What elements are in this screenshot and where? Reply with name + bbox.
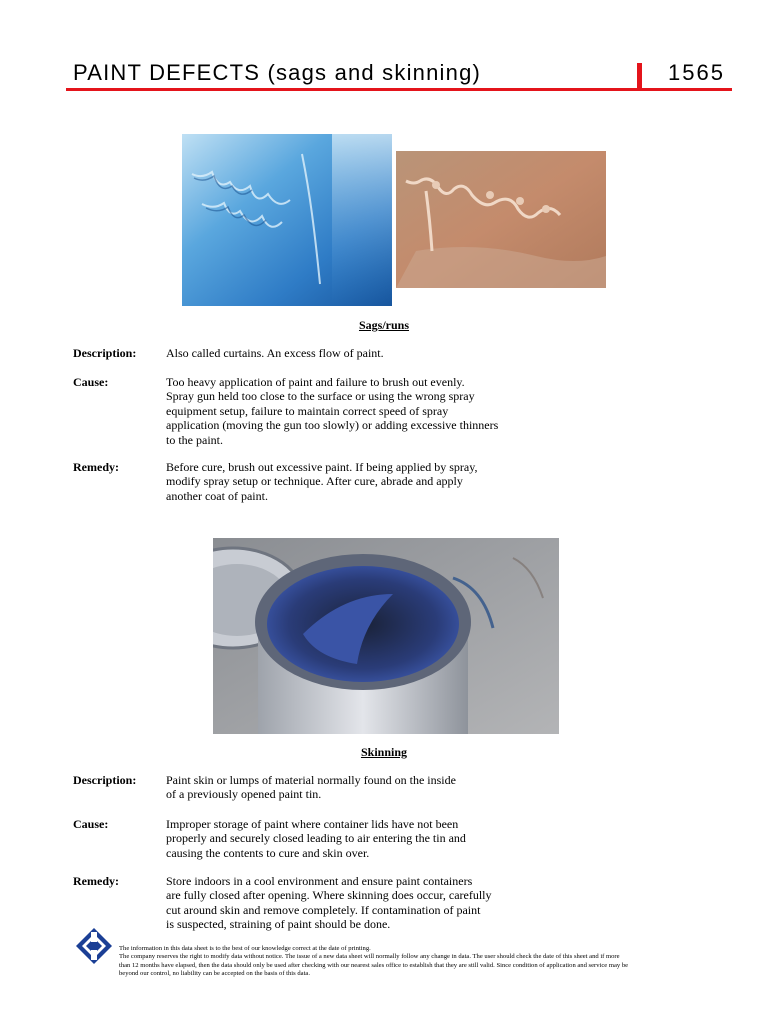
sags-cause-label: Cause: (73, 375, 109, 389)
disclaimer-line: The company reserves the right to modify data without notice. The issue of a new data sheet will normally follow any change in data. The user should check the date of this sheet and if more (119, 953, 620, 961)
skinning-cause-text (166, 817, 546, 860)
sheet-number: 1565 (668, 60, 725, 85)
sags-remedy-line: another coat of paint. (166, 488, 268, 503)
skinning-cause-line: Improper storage of paint where container lids have not been (166, 817, 459, 831)
header-divider-tick (637, 63, 642, 91)
sags-cause-line: application (moving the gun too slowly) or adding excessive thinners (166, 418, 499, 433)
section-title-sags: Sags/runs (358, 318, 410, 332)
sags-description-text: Also called curtains. An excess flow of paint. (166, 346, 384, 360)
disclaimer-line: than 12 months have elapsed, then the data should only be used after checking with our nearest sales office to establish that they are still valid. Since condition of application and service may be (119, 961, 629, 969)
blue-sags-photo (182, 134, 392, 306)
skinning-remedy-text (166, 874, 546, 932)
sags-cause-line: Spray gun held too close to the surface or using the wrong spray (166, 389, 475, 404)
skinning-remedy-label: Remedy: (73, 874, 119, 888)
skinning-description-label: Description: (73, 773, 137, 787)
skinning-remedy-line: is suspected, straining of paint should be done. (166, 917, 391, 932)
disclaimer-line: beyond our control, no liability can be accepted on the basis of this data. (119, 970, 310, 978)
orange-sags-photo (396, 151, 606, 288)
sags-remedy-label: Remedy: (73, 460, 119, 474)
page-title: PAINT DEFECTS (sags and skinning) (73, 60, 482, 85)
sags-cause-text (166, 375, 546, 447)
disclaimer (119, 945, 719, 979)
skinning-cause-line: properly and securely closed leading to air entering the tin and (166, 831, 466, 846)
sags-remedy-text (166, 460, 546, 503)
skinning-description-line: Paint skin or lumps of material normally found on the inside (166, 773, 456, 787)
skinning-cause-label: Cause: (73, 817, 109, 831)
sags-cause-line: to the paint. (166, 432, 223, 447)
sags-description-label: Description: (73, 346, 137, 360)
disclaimer-line: The information in this data sheet is to the best of our knowledge correct at the date of printing. (119, 945, 371, 952)
paint-tin-photo (213, 538, 559, 734)
company-logo-icon (76, 928, 112, 964)
skinning-remedy-line: are fully closed after opening. Where skinning does occur, carefully (166, 888, 492, 903)
sags-remedy-line: Before cure, brush out excessive paint. If being applied by spray, (166, 460, 478, 474)
skinning-description-text (166, 773, 546, 802)
sags-cause-line: Too heavy application of paint and failure to brush out evenly. (166, 375, 465, 389)
skinning-description-line: of a previously opened paint tin. (166, 787, 322, 802)
skinning-remedy-line: Store indoors in a cool environment and ensure paint containers (166, 874, 473, 888)
sags-cause-line: equipment setup, failure to maintain correct speed of spray (166, 403, 449, 418)
section-title-skinning: Skinning (360, 745, 408, 759)
sags-remedy-line: modify spray setup or technique. After cure, abrade and apply (166, 474, 463, 489)
skinning-remedy-line: cut around skin and remove completely. If contamination of paint (166, 902, 481, 917)
skinning-cause-line: causing the contents to cure and skin over. (166, 845, 370, 860)
header-rule (66, 88, 732, 91)
